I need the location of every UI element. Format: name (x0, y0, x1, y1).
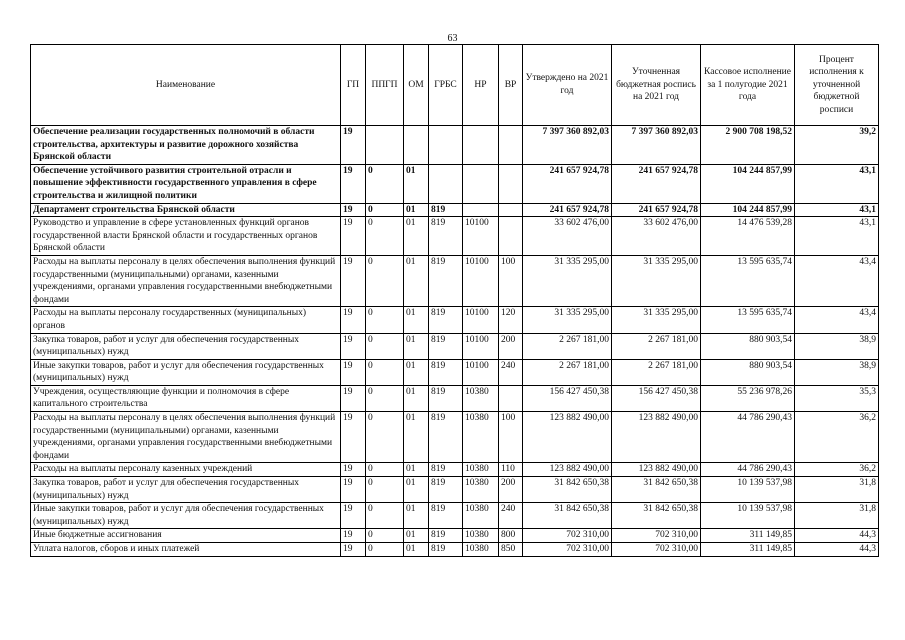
cell-approved: 123 882 490,00 (523, 412, 612, 463)
cell-name: Обеспечение реализации государственных полномочий в области строительства, архитектуры и развитие дорожного хозяйства Брянской области (31, 126, 341, 165)
cell-approved: 33 602 476,00 (523, 217, 612, 256)
table-row (31, 333, 879, 359)
cell-name: Департамент строительства Брянской области (31, 203, 341, 217)
table-row (31, 412, 879, 463)
cell-name: Иные закупки товаров, работ и услуг для обеспечения государственных (муниципальных) нужд (31, 503, 341, 529)
cell-gp: 19 (341, 217, 366, 256)
header-vr: ВР (499, 45, 523, 126)
cell-cash: 55 236 978,26 (701, 385, 795, 411)
cell-cash: 104 244 857,99 (701, 203, 795, 217)
cell-cash: 880 903,54 (701, 333, 795, 359)
cell-vr: 240 (499, 503, 523, 529)
cell-gp: 19 (341, 529, 366, 543)
cell-np: 10100 (463, 307, 499, 333)
cell-name: Уплата налогов, сборов и иных платежей (31, 543, 341, 557)
cell-refined: 2 267 181,00 (612, 333, 701, 359)
header-np: НР (463, 45, 499, 126)
cell-cash: 13 595 635,74 (701, 255, 795, 306)
cell-name: Учреждения, осуществляющие функции и полномочия в сфере капитального строительства (31, 385, 341, 411)
cell-grbs: 819 (429, 529, 463, 543)
table-row (31, 359, 879, 385)
cell-ppgp: 0 (366, 359, 404, 385)
table-row (31, 385, 879, 411)
header-gp: ГП (341, 45, 366, 126)
cell-grbs: 819 (429, 543, 463, 557)
cell-vr: 120 (499, 307, 523, 333)
table-row (31, 307, 879, 333)
cell-cash: 44 786 290,43 (701, 412, 795, 463)
cell-vr (499, 164, 523, 203)
cell-ppgp: 0 (366, 255, 404, 306)
cell-refined: 123 882 490,00 (612, 412, 701, 463)
cell-np: 10380 (463, 543, 499, 557)
cell-np (463, 126, 499, 165)
cell-percent: 38,9 (795, 333, 879, 359)
cell-refined: 31 335 295,00 (612, 255, 701, 306)
cell-approved: 31 335 295,00 (523, 255, 612, 306)
cell-ppgp: 0 (366, 463, 404, 477)
cell-om: 01 (404, 503, 429, 529)
cell-name: Расходы на выплаты персоналу в целях обеспечения выполнения функций государственными (муниципальными) органами, казенными учреждениями, органами управления государственными внебюджетными фондами (31, 412, 341, 463)
cell-percent: 44,3 (795, 529, 879, 543)
cell-ppgp: 0 (366, 412, 404, 463)
cell-np: 10380 (463, 503, 499, 529)
cell-gp: 19 (341, 307, 366, 333)
cell-refined: 31 335 295,00 (612, 307, 701, 333)
cell-refined: 7 397 360 892,03 (612, 126, 701, 165)
header-om: ОМ (404, 45, 429, 126)
cell-om: 01 (404, 385, 429, 411)
cell-percent: 39,2 (795, 126, 879, 165)
cell-approved: 7 397 360 892,03 (523, 126, 612, 165)
cell-gp: 19 (341, 203, 366, 217)
cell-name: Руководство и управление в сфере установленных функций органов государственной власти Брянской области и государственных органов Брянской области (31, 217, 341, 256)
cell-om (404, 126, 429, 165)
cell-vr (499, 126, 523, 165)
cell-cash: 10 139 537,98 (701, 477, 795, 503)
table-row (31, 543, 879, 557)
budget-table (30, 44, 879, 557)
cell-name: Расходы на выплаты персоналу казенных учреждений (31, 463, 341, 477)
cell-approved: 156 427 450,38 (523, 385, 612, 411)
cell-approved: 2 267 181,00 (523, 359, 612, 385)
cell-vr (499, 385, 523, 411)
cell-percent: 35,3 (795, 385, 879, 411)
cell-ppgp: 0 (366, 203, 404, 217)
cell-gp: 19 (341, 255, 366, 306)
cell-refined: 241 657 924,78 (612, 164, 701, 203)
table-row (31, 477, 879, 503)
cell-approved: 123 882 490,00 (523, 463, 612, 477)
cell-vr: 240 (499, 359, 523, 385)
cell-grbs: 819 (429, 385, 463, 411)
cell-grbs: 819 (429, 333, 463, 359)
cell-grbs: 819 (429, 255, 463, 306)
cell-grbs: 819 (429, 203, 463, 217)
cell-percent: 43,1 (795, 164, 879, 203)
cell-gp: 19 (341, 477, 366, 503)
cell-cash: 104 244 857,99 (701, 164, 795, 203)
cell-vr: 850 (499, 543, 523, 557)
cell-np (463, 164, 499, 203)
cell-ppgp: 0 (366, 503, 404, 529)
cell-cash: 10 139 537,98 (701, 503, 795, 529)
cell-approved: 31 335 295,00 (523, 307, 612, 333)
cell-percent: 43,4 (795, 307, 879, 333)
cell-gp: 19 (341, 333, 366, 359)
cell-np: 10380 (463, 385, 499, 411)
cell-ppgp: 0 (366, 543, 404, 557)
cell-vr: 800 (499, 529, 523, 543)
cell-cash: 2 900 708 198,52 (701, 126, 795, 165)
cell-name: Иные бюджетные ассигнования (31, 529, 341, 543)
cell-ppgp: 0 (366, 333, 404, 359)
cell-vr: 100 (499, 412, 523, 463)
header-approved: Утверждено на 2021 год (523, 45, 612, 126)
cell-percent: 31,8 (795, 477, 879, 503)
cell-percent: 36,2 (795, 412, 879, 463)
cell-om: 01 (404, 529, 429, 543)
table-row (31, 217, 879, 256)
cell-vr: 110 (499, 463, 523, 477)
cell-percent: 36,2 (795, 463, 879, 477)
cell-cash: 311 149,85 (701, 529, 795, 543)
header-grbs: ГРБС (429, 45, 463, 126)
cell-cash: 13 595 635,74 (701, 307, 795, 333)
cell-percent: 43,1 (795, 203, 879, 217)
page-number: 63 (447, 33, 458, 44)
cell-approved: 702 310,00 (523, 543, 612, 557)
cell-refined: 241 657 924,78 (612, 203, 701, 217)
cell-name: Расходы на выплаты персоналу в целях обеспечения выполнения функций государственными (муниципальными) органами, казенными учреждениями, органами управления государственными внебюджетными фондами (31, 255, 341, 306)
cell-grbs: 819 (429, 359, 463, 385)
cell-grbs (429, 164, 463, 203)
header-percent: Процент исполнения к уточненной бюджетной росписи (795, 45, 879, 126)
cell-cash: 44 786 290,43 (701, 463, 795, 477)
header-refined: Уточненная бюджетная роспись на 2021 год (612, 45, 701, 126)
cell-np (463, 203, 499, 217)
cell-np: 10100 (463, 255, 499, 306)
cell-gp: 19 (341, 385, 366, 411)
cell-name: Закупка товаров, работ и услуг для обеспечения государственных (муниципальных) нужд (31, 477, 341, 503)
header-ppgp: ППГП (366, 45, 404, 126)
cell-percent: 44,3 (795, 543, 879, 557)
cell-approved: 2 267 181,00 (523, 333, 612, 359)
cell-refined: 156 427 450,38 (612, 385, 701, 411)
cell-cash: 14 476 539,28 (701, 217, 795, 256)
cell-approved: 241 657 924,78 (523, 164, 612, 203)
cell-refined: 31 842 650,38 (612, 503, 701, 529)
header-row (31, 45, 879, 126)
cell-gp: 19 (341, 412, 366, 463)
table-row (31, 503, 879, 529)
cell-approved: 241 657 924,78 (523, 203, 612, 217)
cell-vr: 100 (499, 255, 523, 306)
table-row (31, 164, 879, 203)
cell-grbs: 819 (429, 217, 463, 256)
cell-ppgp: 0 (366, 217, 404, 256)
cell-grbs: 819 (429, 503, 463, 529)
cell-grbs: 819 (429, 307, 463, 333)
table-row (31, 126, 879, 165)
cell-approved: 702 310,00 (523, 529, 612, 543)
cell-np: 10100 (463, 333, 499, 359)
cell-om: 01 (404, 307, 429, 333)
cell-percent: 38,9 (795, 359, 879, 385)
cell-ppgp: 0 (366, 307, 404, 333)
cell-cash: 880 903,54 (701, 359, 795, 385)
cell-vr (499, 217, 523, 256)
cell-np: 10380 (463, 477, 499, 503)
cell-gp: 19 (341, 359, 366, 385)
cell-np: 10380 (463, 412, 499, 463)
cell-gp: 19 (341, 543, 366, 557)
cell-gp: 19 (341, 126, 366, 165)
table-row (31, 203, 879, 217)
cell-om: 01 (404, 359, 429, 385)
cell-name: Обеспечение устойчивого развития строительной отрасли и повышение эффективности государственного управления в сфере строительства и жилищной политики (31, 164, 341, 203)
cell-vr (499, 203, 523, 217)
table-row (31, 255, 879, 306)
cell-name: Закупка товаров, работ и услуг для обеспечения государственных (муниципальных) нужд (31, 333, 341, 359)
cell-grbs: 819 (429, 412, 463, 463)
cell-gp: 19 (341, 164, 366, 203)
cell-gp: 19 (341, 463, 366, 477)
cell-vr: 200 (499, 333, 523, 359)
cell-om: 01 (404, 255, 429, 306)
cell-vr: 200 (499, 477, 523, 503)
cell-om: 01 (404, 543, 429, 557)
cell-ppgp (366, 126, 404, 165)
cell-percent: 43,4 (795, 255, 879, 306)
cell-om: 01 (404, 333, 429, 359)
header-cash: Кассовое исполнение за 1 полугодие 2021 года (701, 45, 795, 126)
cell-np: 10100 (463, 217, 499, 256)
cell-np: 10100 (463, 359, 499, 385)
cell-percent: 43,1 (795, 217, 879, 256)
cell-approved: 31 842 650,38 (523, 503, 612, 529)
cell-refined: 33 602 476,00 (612, 217, 701, 256)
table-row (31, 529, 879, 543)
cell-percent: 31,8 (795, 503, 879, 529)
cell-cash: 311 149,85 (701, 543, 795, 557)
cell-refined: 123 882 490,00 (612, 463, 701, 477)
cell-ppgp: 0 (366, 529, 404, 543)
cell-ppgp: 0 (366, 164, 404, 203)
cell-gp: 19 (341, 503, 366, 529)
cell-refined: 702 310,00 (612, 529, 701, 543)
table-row (31, 463, 879, 477)
cell-grbs: 819 (429, 463, 463, 477)
cell-approved: 31 842 650,38 (523, 477, 612, 503)
cell-om: 01 (404, 463, 429, 477)
cell-refined: 702 310,00 (612, 543, 701, 557)
cell-np: 10380 (463, 463, 499, 477)
cell-om: 01 (404, 217, 429, 256)
cell-ppgp: 0 (366, 477, 404, 503)
cell-refined: 2 267 181,00 (612, 359, 701, 385)
cell-om: 01 (404, 164, 429, 203)
cell-name: Иные закупки товаров, работ и услуг для обеспечения государственных (муниципальных) нужд (31, 359, 341, 385)
cell-om: 01 (404, 477, 429, 503)
cell-np: 10380 (463, 529, 499, 543)
header-name: Наименование (31, 45, 341, 126)
cell-om: 01 (404, 203, 429, 217)
cell-om: 01 (404, 412, 429, 463)
cell-ppgp: 0 (366, 385, 404, 411)
cell-name: Расходы на выплаты персоналу государственных (муниципальных) органов (31, 307, 341, 333)
cell-refined: 31 842 650,38 (612, 477, 701, 503)
cell-grbs (429, 126, 463, 165)
cell-grbs: 819 (429, 477, 463, 503)
